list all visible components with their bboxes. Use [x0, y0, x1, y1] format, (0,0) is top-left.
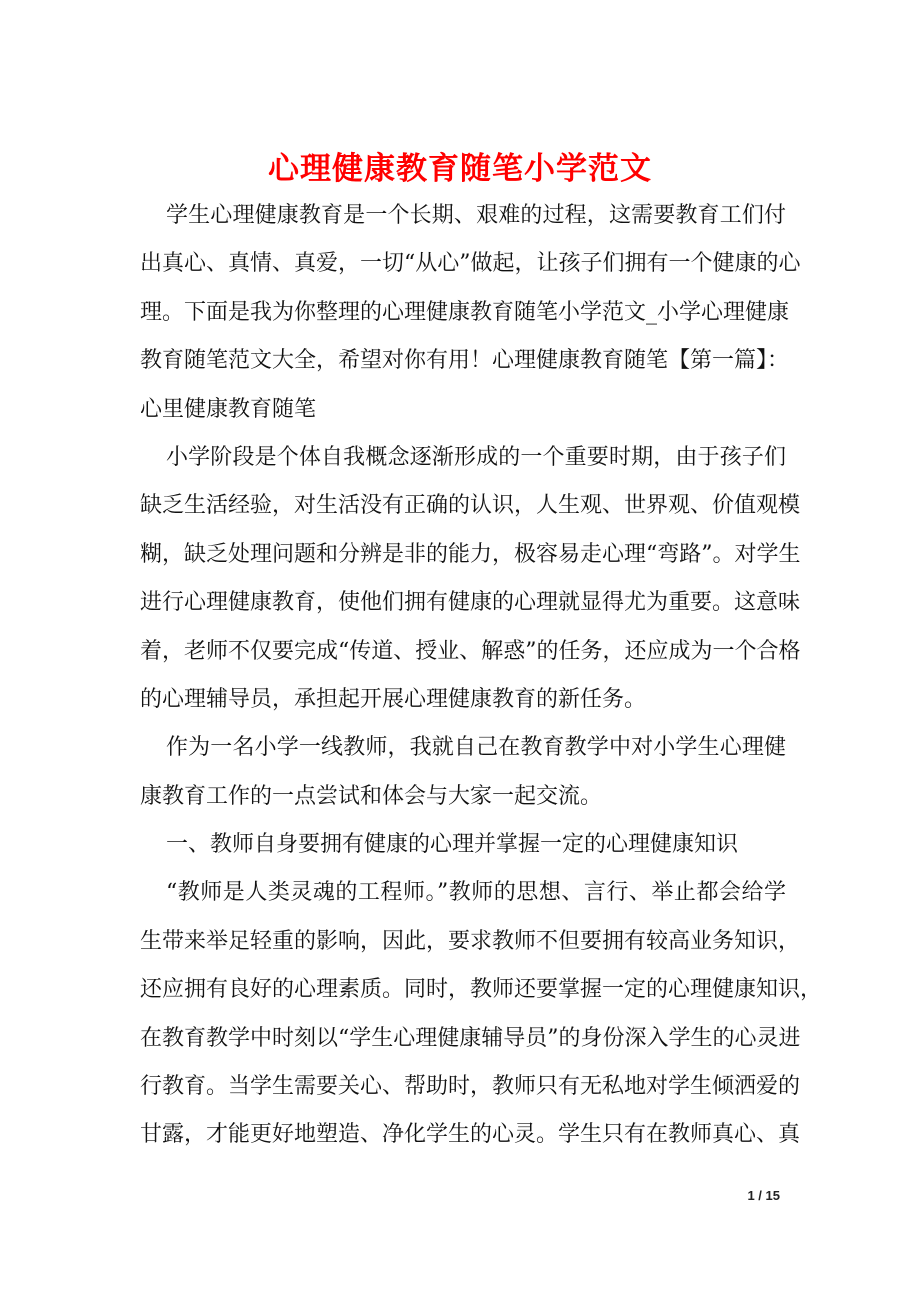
text-line: 康教育工作的一点尝试和体会与大家一起交流。 [140, 783, 603, 809]
text-line: 还应拥有良好的心理素质。同时，教师还要掌握一定的心理健康知识， [140, 977, 823, 1003]
text-line: 理。下面是我为你整理的心理健康教育随笔小学范文_小学心理健康 [140, 299, 790, 325]
text-line: 缺乏生活经验，对生活没有正确的认识，人生观、世界观、价值观模 [140, 493, 801, 519]
page-number: 1 / 15 [747, 1188, 780, 1203]
paragraph [140, 828, 786, 876]
text-line: 教育随笔范文大全，希望对你有用！心理健康教育随笔【第一篇】： [140, 348, 790, 374]
text-line: 着，老师不仅要完成“传道、授业、解惑”的任务，还应成为一个合格 [140, 638, 801, 664]
text-line: 的心理辅导员，承担起开展心理健康教育的新任务。 [140, 686, 647, 712]
text-line: 小学阶段是个体自我概念逐渐形成的一个重要时期，由于孩子们 [166, 444, 786, 470]
text-line: 行教育。当学生需要关心、帮助时，教师只有无私地对学生倾洒爱的 [140, 1074, 801, 1100]
paragraph [140, 731, 786, 828]
text-line: 生带来举足轻重的影响，因此，要求教师不但要拥有较高业务知识， [140, 928, 801, 954]
paragraph [140, 441, 801, 731]
document-title: 心理健康教育随笔小学范文 [268, 151, 652, 187]
text-line: 在教育教学中时刻以“学生心理健康辅导员”的身份深入学生的心灵进 [140, 1025, 801, 1051]
text-line: “教师是人类灵魂的工程师。”教师的思想、言行、举止都会给学 [166, 880, 786, 906]
document-body [140, 199, 823, 1167]
text-line: 学生心理健康教育是一个长期、艰难的过程，这需要教育工们付 [166, 203, 786, 228]
paragraph [140, 199, 801, 441]
text-line: 出真心、真情、真爱，一切“从心”做起，让孩子们拥有一个健康的心 [140, 251, 801, 277]
text-line: 作为一名小学一线教师，我就自己在教育教学中对小学生心理健 [166, 735, 786, 761]
text-line: 进行心理健康教育，使他们拥有健康的心理就显得尤为重要。这意味 [140, 590, 801, 616]
text-line: 糊，缺乏处理问题和分辨是非的能力，极容易走心理“弯路”。对学生 [140, 541, 801, 567]
text-line: 心里健康教育随笔 [140, 396, 317, 422]
paragraph [140, 876, 823, 1166]
text-line: 甘露，才能更好地塑造、净化学生的心灵。学生只有在教师真心、真 [140, 1122, 801, 1148]
text-line: 一、教师自身要拥有健康的心理并掌握一定的心理健康知识 [166, 832, 739, 858]
